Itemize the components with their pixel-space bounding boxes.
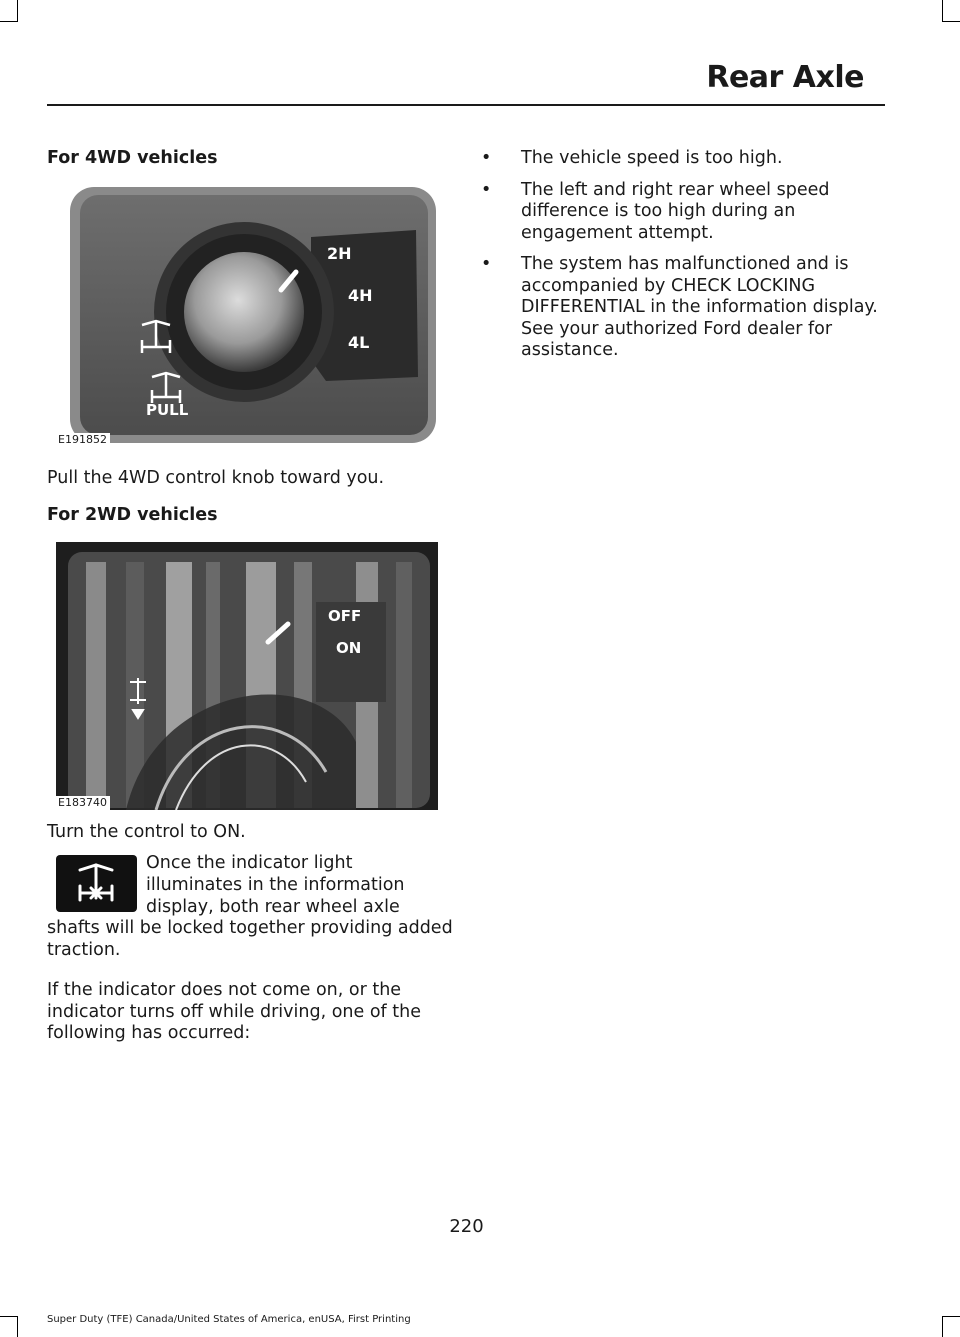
figure-id: E183740 xyxy=(56,796,110,810)
crop-mark xyxy=(17,0,18,22)
list-item-text: The vehicle speed is too high. xyxy=(521,148,783,168)
list-item xyxy=(480,254,882,362)
instruction-turn: Turn the control to ON. xyxy=(47,822,246,842)
crop-mark xyxy=(942,0,943,22)
bullet-icon: • xyxy=(481,148,492,168)
mode-label-4h: 4H xyxy=(348,286,373,305)
figure-id: E191852 xyxy=(56,433,110,447)
crop-mark xyxy=(942,1316,960,1317)
indicator-line-2: illuminates in the information xyxy=(146,875,405,895)
list-item xyxy=(480,148,882,170)
heading-4wd: For 4WD vehicles xyxy=(47,148,218,168)
bullet-icon: • xyxy=(481,254,492,274)
figure-4wd-control xyxy=(56,185,438,447)
mode-label-on: ON xyxy=(336,639,362,657)
mode-label-4l: 4L xyxy=(348,333,370,352)
indicator-paragraph-rest: shafts will be locked together providing added traction. xyxy=(47,918,453,960)
causes-list xyxy=(480,148,882,372)
locking-differential-indicator xyxy=(56,855,137,912)
mode-label-2h: 2H xyxy=(327,244,352,263)
page-number: 220 xyxy=(449,1216,484,1237)
4wd-control-illustration xyxy=(56,185,438,447)
crop-mark xyxy=(0,1316,18,1317)
mode-label-off: OFF xyxy=(328,607,362,625)
list-item-text: The system has malfunctioned and is accompanied by CHECK LOCKING DIFFERENTIAL in the information display. See your authorized Ford dealer for assistance. xyxy=(521,254,878,360)
crop-mark xyxy=(0,21,18,22)
2wd-control-illustration xyxy=(56,542,438,810)
crop-mark xyxy=(942,1316,943,1337)
indicator-line-3: display, both rear wheel axle xyxy=(146,897,400,917)
figure-2wd-control xyxy=(56,542,438,810)
heading-2wd: For 2WD vehicles xyxy=(47,505,218,525)
crop-mark xyxy=(17,1316,18,1337)
header-rule xyxy=(47,104,885,106)
paragraph-indicator-not-on: If the indicator does not come on, or the indicator turns off while driving, one of the following has occurred: xyxy=(47,980,421,1043)
instruction-pull: Pull the 4WD control knob toward you. xyxy=(47,468,385,488)
pull-label: PULL xyxy=(146,401,189,419)
page-title: Rear Axle xyxy=(706,60,864,95)
list-item-text: The left and right rear wheel speed difference is too high during an engagement attempt. xyxy=(521,179,830,243)
footer-text: Super Duty (TFE) Canada/United States of America, enUSA, First Printing xyxy=(47,1314,411,1325)
crop-mark xyxy=(942,21,960,22)
bullet-icon: • xyxy=(481,179,492,200)
list-item xyxy=(480,180,882,245)
indicator-line-1: Once the indicator light xyxy=(146,853,353,873)
locking-differential-icon xyxy=(56,855,137,912)
